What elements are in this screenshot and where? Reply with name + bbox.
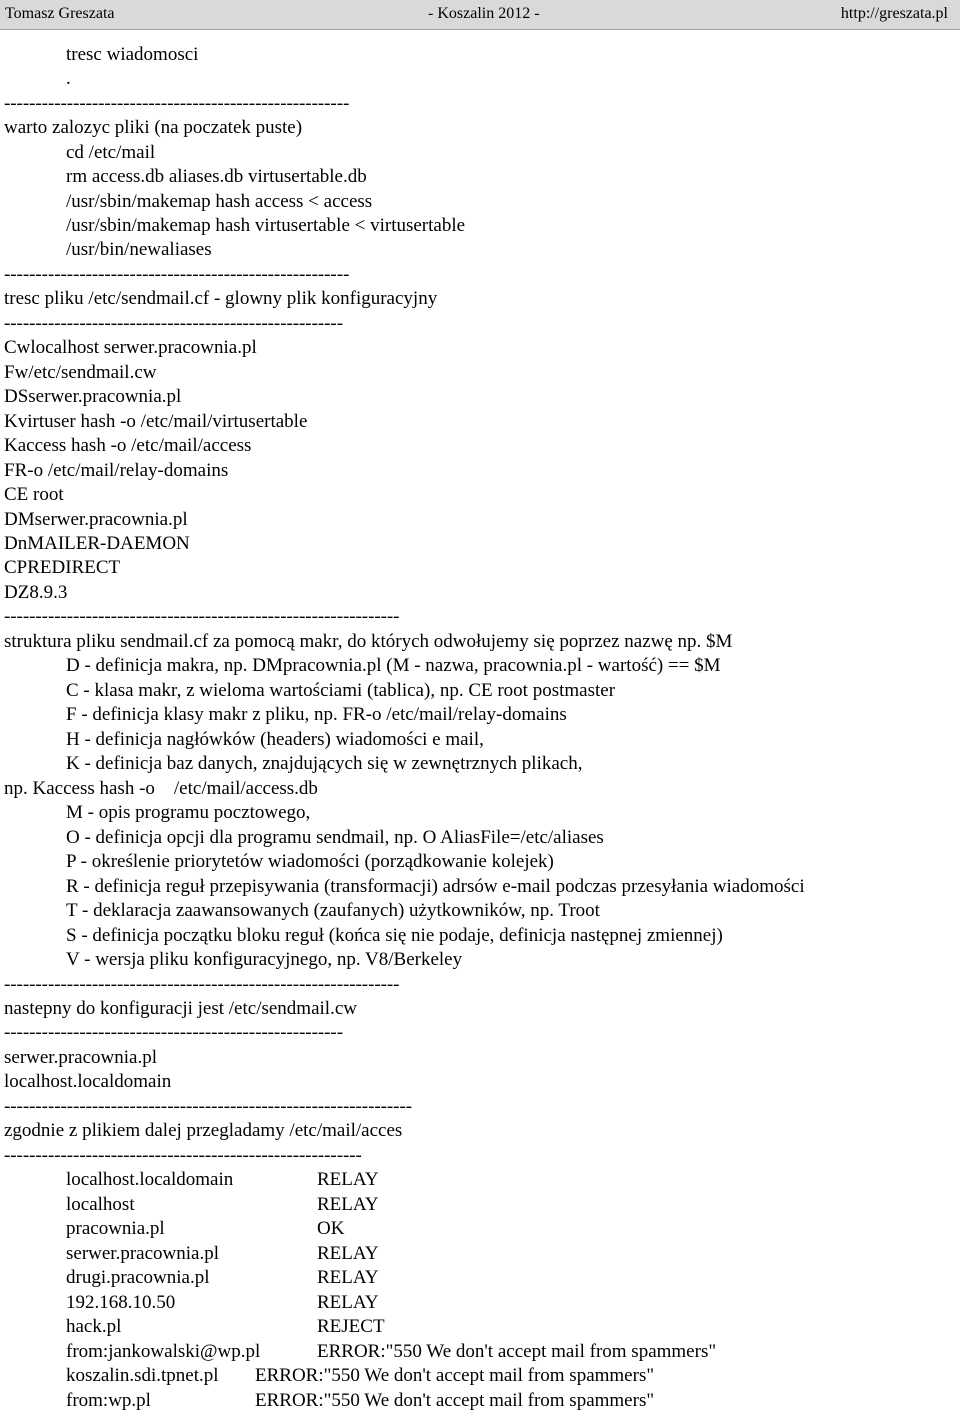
text-line: DMserwer.pracownia.pl — [4, 509, 188, 530]
access-host: localhost.localdomain — [66, 1169, 234, 1190]
text-line: DSserwer.pracownia.pl — [4, 386, 182, 407]
text-line: V - wersja pliku konfiguracyjnego, np. V8/Berkeley — [66, 949, 463, 970]
text-line: DnMAILER-DAEMON — [4, 533, 190, 554]
text-line: /usr/bin/newaliases — [66, 239, 212, 260]
text-line: D - definicja makra, np. DMpracownia.pl (M - nazwa, pracownia.pl - wartość) == $M — [66, 655, 721, 676]
text-line: DZ8.9.3 — [4, 582, 68, 603]
text-line: H - definicja nagłówków (headers) wiadomości e mail, — [66, 729, 484, 750]
separator-line: --------------------------------------------------------------- — [4, 606, 400, 627]
access-host: pracownia.pl — [66, 1218, 165, 1239]
text-line: Kvirtuser hash -o /etc/mail/virtusertable — [4, 411, 308, 432]
text-line: localhost.localdomain — [4, 1071, 172, 1092]
header-author: Tomasz Greszata — [5, 5, 115, 22]
access-action: RELAY — [317, 1292, 379, 1313]
header-location-year: - Koszalin 2012 - — [428, 5, 540, 22]
text-line: Fw/etc/sendmail.cw — [4, 362, 157, 383]
separator-line: ------------------------------------------------------- — [4, 93, 350, 114]
text-line: zgodnie z plikiem dalej przegladamy /etc/mail/acces — [4, 1120, 403, 1141]
access-action: OK — [317, 1218, 345, 1239]
access-host: koszalin.sdi.tpnet.pl — [66, 1365, 219, 1386]
text-line: np. Kaccess hash -o /etc/mail/access.db — [4, 778, 318, 799]
access-host: from:wp.pl — [66, 1390, 151, 1411]
access-action: ERROR:"550 We don't accept mail from spammers" — [255, 1390, 655, 1411]
text-line: S - definicja początku bloku reguł (końca się nie podaje, definicja następnej zmiennej) — [66, 925, 723, 946]
separator-line: ------------------------------------------------------- — [4, 264, 350, 285]
text-line: tresc pliku /etc/sendmail.cf - glowny plik konfiguracyjny — [4, 288, 438, 309]
text-line: M - opis programu pocztowego, — [66, 802, 311, 823]
access-host: localhost — [66, 1194, 135, 1215]
text-line: nastepny do konfiguracji jest /etc/sendmail.cw — [4, 998, 357, 1019]
text-line: /usr/sbin/makemap hash virtusertable < virtusertable — [66, 215, 466, 236]
text-line: P - określenie priorytetów wiadomości (porządkowanie kolejek) — [66, 851, 554, 872]
access-host: 192.168.10.50 — [66, 1292, 176, 1313]
access-action: RELAY — [317, 1267, 379, 1288]
header-url: http://greszata.pl — [840, 5, 948, 22]
access-host: from:jankowalski@wp.pl — [66, 1341, 261, 1362]
text-line: F - definicja klasy makr z pliku, np. FR-o /etc/mail/relay-domains — [66, 704, 567, 725]
access-action: ERROR:"550 We don't accept mail from spammers" — [317, 1341, 717, 1362]
access-host: hack.pl — [66, 1316, 122, 1337]
access-action: RELAY — [317, 1194, 379, 1215]
text-line: cd /etc/mail — [66, 142, 156, 163]
text-line: C - klasa makr, z wieloma wartościami (tablica), np. CE root postmaster — [66, 680, 616, 701]
text-line: T - deklaracja zaawansowanych (zaufanych) użytkowników, np. Troot — [66, 900, 600, 921]
text-line: /usr/sbin/makemap hash access < access — [66, 191, 373, 212]
text-line: struktura pliku sendmail.cf za pomocą makr, do których odwołujemy się poprzez nazwę np. $M — [4, 631, 733, 652]
separator-line: ------------------------------------------------------ — [4, 1022, 343, 1043]
access-action: REJECT — [317, 1316, 385, 1337]
access-action: ERROR:"550 We don't accept mail from spammers" — [255, 1365, 655, 1386]
text-line: CE root — [4, 484, 64, 505]
text-line: tresc wiadomosci — [66, 44, 199, 65]
text-line: Cwlocalhost serwer.pracownia.pl — [4, 337, 257, 358]
text-line: rm access.db aliases.db virtusertable.db — [66, 166, 367, 187]
text-line: K - definicja baz danych, znajdujących się w zewnętrznych plikach, — [66, 753, 583, 774]
text-line: . — [66, 68, 71, 89]
separator-line: --------------------------------------------------------- — [4, 1145, 362, 1166]
access-action: RELAY — [317, 1169, 379, 1190]
separator-line: --------------------------------------------------------------- — [4, 974, 400, 995]
text-line: serwer.pracownia.pl — [4, 1047, 157, 1068]
access-action: RELAY — [317, 1243, 379, 1264]
access-host: drugi.pracownia.pl — [66, 1267, 210, 1288]
text-line: R - definicja reguł przepisywania (transformacji) adrsów e-mail podczas przesyłania wiadomości — [66, 876, 805, 897]
text-line: warto zalozyc pliki (na poczatek puste) — [4, 117, 303, 138]
text-line: FR-o /etc/mail/relay-domains — [4, 460, 229, 481]
text-line: Kaccess hash -o /etc/mail/access — [4, 435, 252, 456]
separator-line: ----------------------------------------------------------------- — [4, 1096, 413, 1117]
access-host: serwer.pracownia.pl — [66, 1243, 219, 1264]
separator-line: ------------------------------------------------------ — [4, 313, 343, 334]
text-line: CPREDIRECT — [4, 557, 121, 578]
text-line: O - definicja opcji dla programu sendmail, np. O AliasFile=/etc/aliases — [66, 827, 604, 848]
